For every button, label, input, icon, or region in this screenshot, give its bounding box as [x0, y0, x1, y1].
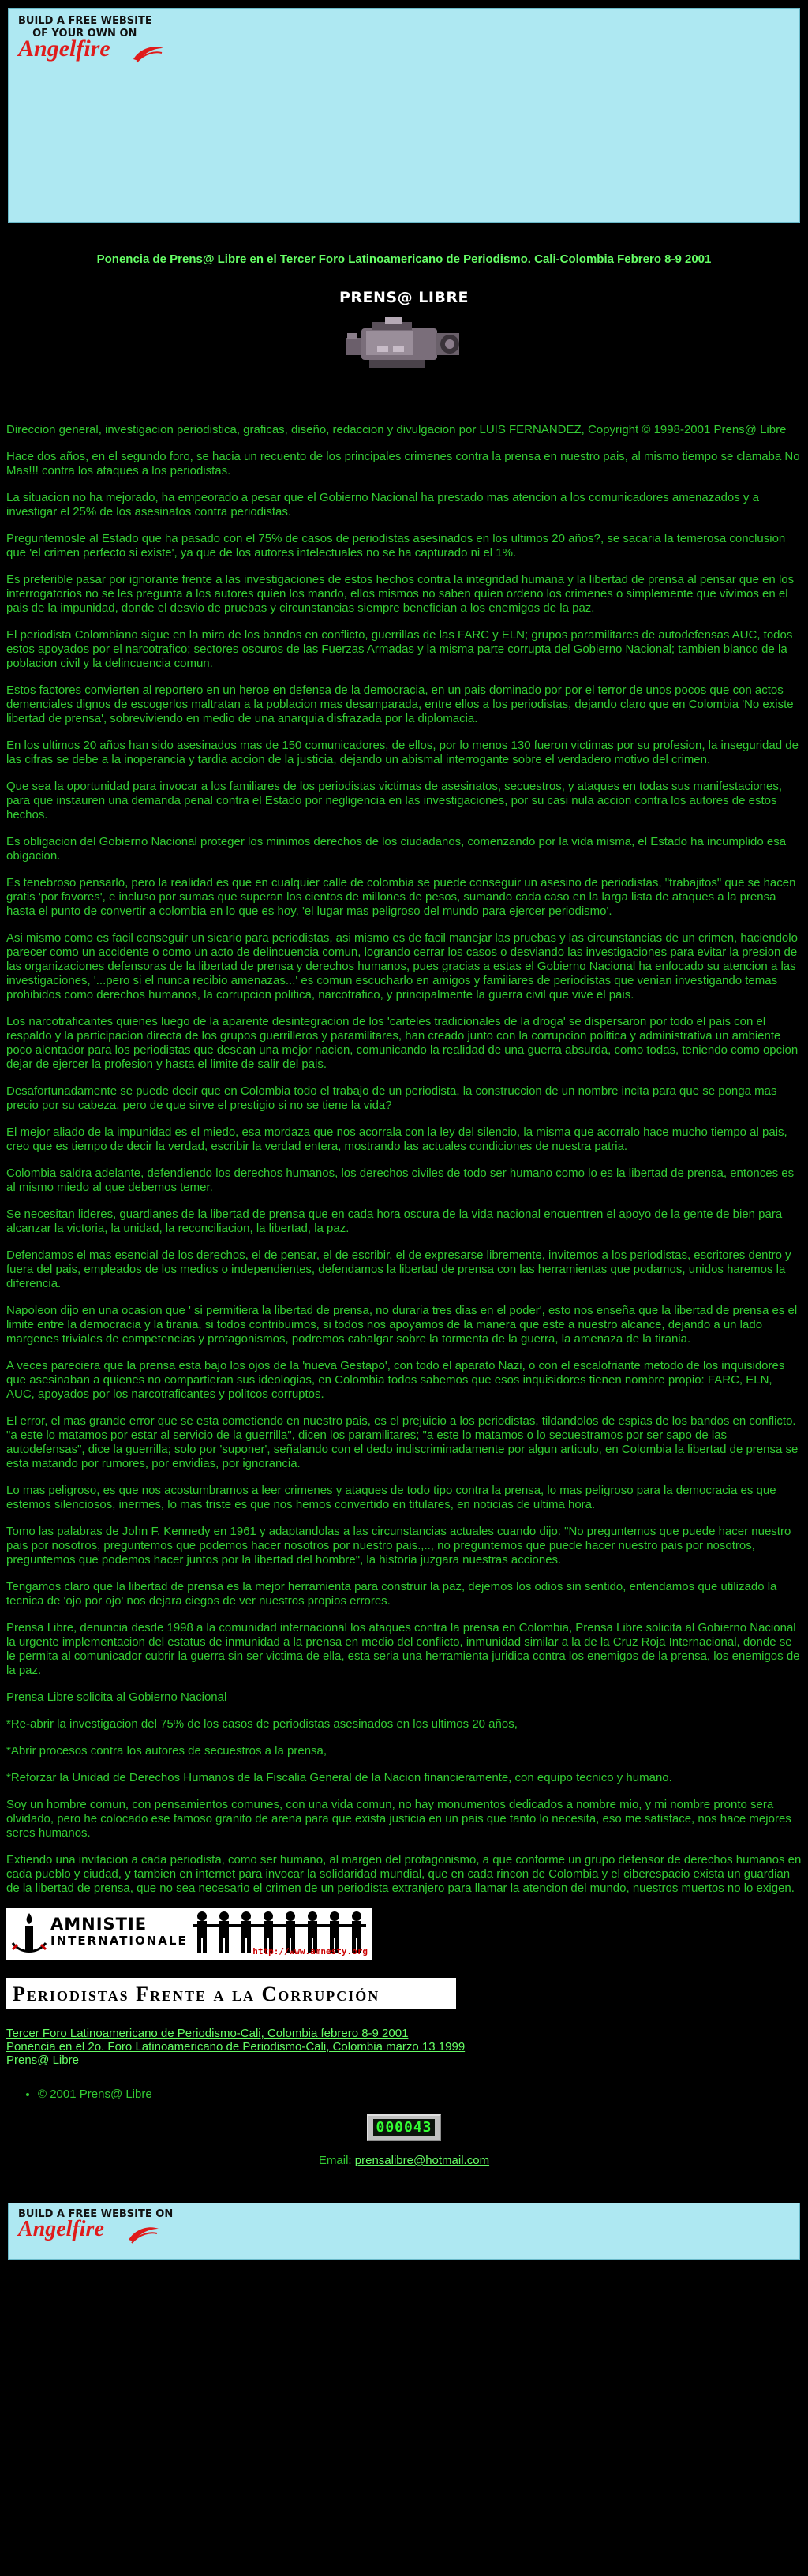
counter-frame	[367, 2114, 440, 2141]
paragraph: Prensa Libre, denuncia desde 1998 a la comunidad internacional los ataques contra la prensa en Colombia, Prensa Libre solicita al Gobierno Nacional la urgente implementacion del estatus de inmunidad a la prensa en medio del conflicto, inmunidad similar a la de la Cruz Roja Internacional, donde se le permita al comunicador cubrir la guerra sin ser victima de ella, esta seria una herramienta juridica contra los enemigos de la prensa, los enemigos de la paz.	[6, 1621, 800, 1677]
paragraph: Asi mismo como es facil conseguir un sicario para periodistas, asi mismo es de facil manejar las pruebas y las circunstancias de un crimen, haciendolo parecer como un accidente o como un acto de delincuencia comun, logrando cerrar los casos o desviando las investigaciones para evitar la presion de las organizaciones defensoras de la libertad de prensa y derechos humanos, pues gracias a estas el Gobierno Nacional ha enfocado su atencion a las investigaciones, '...pero si el nunca recibio amenazas...' es comun escucharlo en amigos y familiares de periodistas que venian investigando temas prohibidos como derechos humanos, la corrupcion politica, narcotrafico, y principalmente la guerra civil que vive el pais.	[6, 931, 798, 1002]
candle-icon	[9, 1908, 49, 1960]
logo-text: PRENS@ LIBRE	[339, 289, 469, 306]
amnesty-line1: AMNISTIE	[50, 1915, 148, 1934]
paragraph: Es obligacion del Gobierno Nacional proteger los minimos derechos de los ciudadanos, comenzando por la vida misma, el Estado ha incumplido esa obigacion.	[6, 835, 787, 863]
related-links	[6, 2027, 802, 2067]
link-prensa-libre[interactable]: Prens@ Libre	[6, 2054, 79, 2067]
paragraph: Los narcotraficantes quienes luego de la aparente desintegracion de los 'carteles tradicionales de la droga' se dispersaron por todo el pais con el respaldo y la participacion directa de los grupos guerrilleros y paramilitares, han creado junto con la corrupcion politica y administrativa un ambiente poco alentador para los periodistas que desean una mejor nacion, comunicando la realidad de una guerra absurda, como todas, teniendo como opcion dejar de ejercer la profesion y hasta el limite de salir del pais.	[6, 1015, 799, 1071]
paragraph: El mejor aliado de la impunidad es el miedo, esa mordaza que nos acorrala con la ley del silencio, la misma que acorralo hace mucho tiempo al pais, creo que es tiempo de decir la verdad, escribir la verdad entera, mostrando las actuales condiciones de nuestra patria.	[6, 1125, 787, 1153]
ad-tagline-bottom: BUILD A FREE WEBSITE ON	[18, 2208, 174, 2220]
paragraph: El periodista Colombiano sigue en la mira de los bandos en conflicto, guerrillas de las FARC y ELN; grupos paramilitares de autodefensas AUC, todos estos apoyados por el narcotrafico; sectores oscuros de las Fuerzas Armadas y la misma parte corrupta del Gobierno Nacional; tambien blanco de la poblacion civil y la delincuencia comun.	[6, 628, 793, 670]
amnesty-title	[50, 1915, 188, 1948]
link-tercer-foro[interactable]: Tercer Foro Latinoamericano de Periodismo-Cali, Colombia febrero 8-9 2001	[6, 2027, 409, 2040]
paragraph: Desafortunadamente se puede decir que en Colombia todo el trabajo de un periodista, la construccion de un nombre incita para que se ponga mas precio por su cabeza, pero de que sirve el prestigio si no se tiene la vida?	[6, 1084, 777, 1112]
paragraph: El error, el mas grande error que se esta cometiendo en nuestro pais, es el prejuicio a los periodistas, tildandolos de espias de los bandos en conflicto. "a este lo matamos por estar al servicio de la guerrilla", dicen los paramilitares; "a este lo matamos o lo secuestramos por ser sapo de las autodefensas", dice la guerrilla; solo por 'suponer', señalando con el dedo indiscriminadamente por algun articulo, en Colombia la libertad de prensa se esta matando por rumores, por envidias, por ignorancia.	[6, 1414, 799, 1470]
copyright-text: • © 2001 Prens@ Libre	[38, 2087, 802, 2102]
paragraph: Extiendo una invitacion a cada periodista, como ser humano, al margen del protagonismo, a que conforme un grupo defensor de derechos humanos en cada pueblo y ciudad, y tambien en internet para invocar la solidaridad mundial, que en cada rincon de Colombia y el ciberespacio exista un guardian de la libertad de prensa, que no sea necesario el crimen de un periodista extranjero para llamar la atencion del mundo, nuestros muertos no lo exigen.	[6, 1853, 802, 1895]
email-line	[6, 2154, 802, 2168]
paragraph: Tengamos claro que la libertad de prensa es la mejor herramienta para construir la paz, dejemos los odios sin sentido, entendamos que utilizado la tecnica de 'ojo por ojo' nos dejara ciegos de ver nuestros propios errores.	[6, 1580, 777, 1608]
hit-counter	[6, 2114, 802, 2141]
paragraph: Defendamos el mas esencial de los derechos, el de pensar, el de escribir, el de expresarse libremente, invitemos a los periodistas, escritores dentro y fuera del pais, empleados de los medios o independientes, defendamos la libertad de prensa con las herramientas que podamos, unidos haremos la diferencia.	[6, 1249, 791, 1290]
link-segundo-foro[interactable]: Ponencia en el 2o. Foro Latinoamericano de Periodismo-Cali, Colombia marzo 13 1999	[6, 2040, 466, 2054]
page-heading: Ponencia de Prens@ Libre en el Tercer Foro Latinoamericano de Periodismo. Cali-Colombia Febrero 8-9 2001	[96, 253, 712, 266]
paragraph: A veces pareciera que la prensa esta bajo los ojos de la 'nueva Gestapo', con todo el aparato Nazi, o con el escalofriante metodo de los inquisidores que asesinaban a quienes no compartieran sus ideologias, en Colombia todos sabemos que esos inquisidores tienen nombre propio: FARC, ELN, AUC, apoyados por los narcotraficantes y politcos corruptos.	[6, 1359, 785, 1401]
paragraph: Lo mas peligroso, es que nos acostumbramos a leer crimenes y ataques de todo tipo contra la prensa, lo mas peligroso para la democracia es que estemos silenciosos, inermes, lo mas triste es que nos hemos convertido en titulares, en noticias de ultima hora.	[6, 1484, 776, 1511]
paragraph: Napoleon dijo en una ocasion que ' si permitiera la libertad de prensa, no duraria tres dias en el poder', esto nos enseña que la libertad de prensa es el limite entre la democracia y la tirania, si todos contribuimos, si todos nos apoyamos de la manera que este a nuestro alcance, dejando a un lado margenes triviales de competencias y protagonismos, podremos cabalgar sobre la tormenta de la guerra, la amenaza de la tirania.	[6, 1304, 798, 1346]
paragraph: Es tenebroso pensarlo, pero la realidad es que en cualquier calle de colombia se puede conseguir un asesino de periodistas, "trabajitos" que se hacen gratis 'por favores', e incluso por sumas que superan los cientos de millones de pesos, sumando cada caso en la larga lista de ataques a la prensa hasta el punto de convertir a colombia en lo que es hoy, 'el lugar mas peligroso del mundo para ejercer periodismo'.	[6, 876, 796, 918]
angelfire-logo[interactable]: Angelfire	[18, 36, 110, 62]
paragraph: Se necesitan lideres, guardianes de la libertad de prensa que en cada hora oscura de la vida nacional encuentren el apoyo de la gente de bien para alcanzar la victoria, la unidad, la reconciliacion, la libertad, la paz.	[6, 1208, 783, 1235]
paragraph: *Abrir procesos contra los autores de secuestros a la prensa,	[6, 1744, 327, 1758]
paragraph: *Reforzar la Unidad de Derechos Humanos de la Fiscalia General de la Nacion financieramente, con equipo tecnico y humano.	[6, 1771, 672, 1784]
ad-tagline: BUILD A FREE WEBSITE OF YOUR OWN ON	[18, 15, 152, 39]
paragraph: Tomo las palabras de John F. Kennedy en 1961 y adaptandolas a las circunstancias actuales cuando dijo: "No preguntemos que puede hacer nuestro pais por nosotros, preguntemos que podemos hacer nosotros por nuestro pais.,.., no preguntemos que puede hacer nuestro pais por nosotros, preguntemos que podemos hacer juntos por la libertad del hombre", la historia juzgara nuestras acciones.	[6, 1525, 791, 1567]
angelfire-swoosh-icon	[127, 2224, 160, 2245]
email-link[interactable]: prensalibre@hotmail.com	[354, 2154, 490, 2167]
paragraph: Soy un hombre comun, con pensamientos comunes, con una vida comun, no hay monumentos dedicados a nombre mio, y mi nombre pronto sera olvidado, pero he colocado ese famoso granito de arena para que exista justicia en un pais que tanto lo necesita, eso me satisface, nos hace mejores seres humanos.	[6, 1798, 791, 1840]
paragraph: La situacion no ha mejorado, ha empeorado a pesar que el Gobierno Nacional ha prestado mas atencion a los comunicadores amenazados y a investigar el 25% de los asesinatos contra periodistas.	[6, 491, 759, 519]
angelfire-swoosh-icon	[132, 43, 165, 64]
copyright-list	[6, 2087, 802, 2102]
paragraph: *Re-abrir la investigacion del 75% de los casos de periodistas asesinados en los ultimos 20 años,	[6, 1717, 518, 1731]
email-label: Email:	[318, 2154, 355, 2167]
periodistas-corrupcion-banner[interactable]	[6, 1978, 456, 2009]
counter-value: 000043	[373, 2119, 434, 2136]
paragraph: Colombia saldra adelante, defendiendo los derechos humanos, los derechos civiles de todo ser humano como lo es la libertad de prensa, entonces es al mismo miedo al que debemos temer.	[6, 1166, 795, 1194]
amnesty-banner[interactable]	[6, 1908, 372, 1960]
periodistas-banner-text: Periodistas Frente a la Corrupción	[13, 1983, 380, 2005]
paragraph: Prensa Libre solicita al Gobierno Nacional	[6, 1690, 227, 1704]
paragraph: Es preferible pasar por ignorante frente a las investigaciones de estos hechos contra la integridad humana y la libertad de prensa al pensar que en los interrogatorios no se les pregunta a los autores quien los mando, ellos mismos no saben quien ordeno los crimenes o simplemente que vivimos en el pais de la impunidad, donde el desvio de pruebas y circunstancias siempre benefician a los enemigos de la paz.	[6, 573, 795, 615]
amnesty-url: http://www.amnesty.org	[252, 1946, 368, 1956]
paragraph: En los ultimos 20 años han sido asesinados mas de 150 comunicadores, de ellos, por lo menos 130 fueron victimas por su profesion, la inseguridad de las cifras se debe a la inoperancia y tardia accion de la justicia, dejando un abismal interrogante sobre el verdadero motivo del crimen.	[6, 739, 799, 766]
paragraph: Que sea la oportunidad para invocar a los familiares de los periodistas victimas de asesinatos, secuestros, y ataques en todas sus manifestaciones, para que instauren una demanda penal contra el Estado por negligencia en las investigaciones, por su casi nula accion contra los autores de estos hechos.	[6, 780, 783, 822]
amnesty-line2: INTERNATIONALE	[50, 1934, 188, 1948]
angelfire-logo-bottom[interactable]: Angelfire	[18, 2217, 104, 2241]
angelfire-ad-top[interactable]	[8, 8, 800, 223]
video-camera-icon	[346, 314, 464, 373]
article-content	[0, 423, 808, 2168]
credits: Direccion general, investigacion periodistica, graficas, diseño, redaccion y divulgacion por LUIS FERNANDEZ, Copyright © 1998-2001 Prens@ Libre	[6, 423, 787, 436]
paragraph: Preguntemosle al Estado que ha pasado con el 75% de casos de periodistas asesinados en los ultimos 20 años?, se sacaria la temerosa conclusion que 'el crimen perfecto si existe', ya que de los autores intelectuales no se ha capturado ni el 1%.	[6, 532, 786, 560]
paragraph: Estos factores convierten al reportero en un heroe en defensa de la democracia, en un pais dominado por por el terror de unos pocos que con actos demenciales dignos de escogerlos maltratan a la poblacion mas desamparada, entre ellos a los periodistas, dejando claro que en Colombia 'No existe libertad de prensa', sobreviviendo en medio de una anarquia disfrazada por la diplomacia.	[6, 683, 794, 725]
angelfire-ad-bottom[interactable]	[8, 2203, 800, 2260]
prensa-libre-logo	[317, 290, 491, 377]
paragraph: Hace dos años, en el segundo foro, se hacia un recuento de los principales crimenes contra la prensa en nuestro pais, al mismo tiempo se clamaba No Mas!!! contra los ataques a los periodistas.	[6, 450, 800, 477]
